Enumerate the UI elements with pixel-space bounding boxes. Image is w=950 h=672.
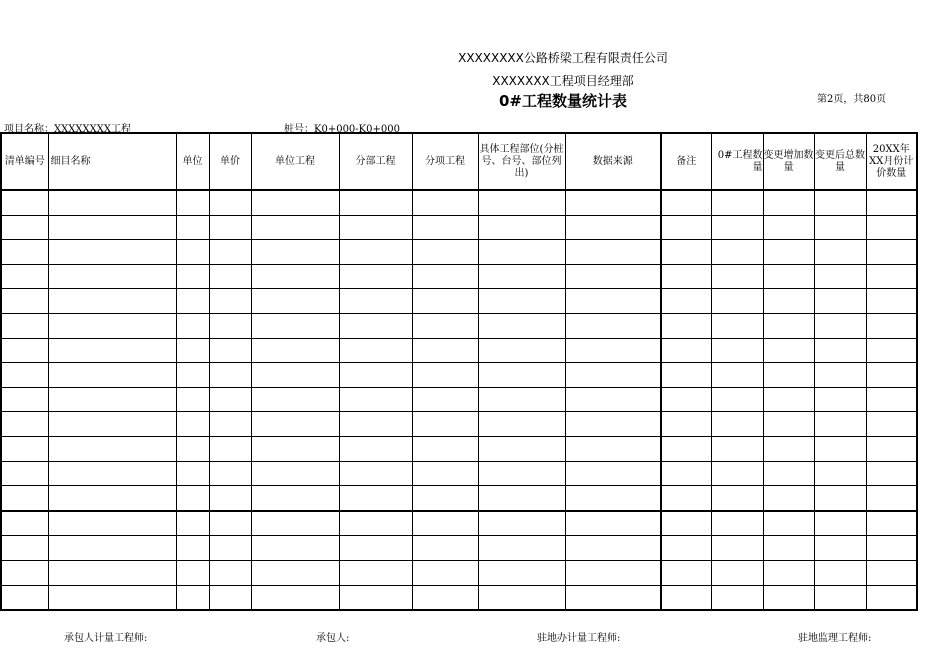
table-cell <box>251 412 339 437</box>
table-cell <box>814 536 866 561</box>
table-cell <box>209 215 251 240</box>
table-cell <box>48 585 176 610</box>
table-row <box>1 536 917 561</box>
table-cell <box>565 461 661 486</box>
table-cell <box>251 240 339 265</box>
table-cell <box>814 190 866 215</box>
table-cell <box>48 264 176 289</box>
table-cell <box>814 313 866 338</box>
table-cell <box>209 585 251 610</box>
table-cell <box>412 387 478 412</box>
table-cell <box>412 264 478 289</box>
table-cell <box>711 240 763 265</box>
table-cell <box>1 215 48 240</box>
table-row <box>1 486 917 511</box>
table-cell <box>763 461 814 486</box>
table-cell <box>711 264 763 289</box>
table-cell <box>565 436 661 461</box>
table-row <box>1 412 917 437</box>
contractor-label: 承包人: <box>316 633 350 644</box>
table-cell <box>339 436 412 461</box>
table-cell <box>478 585 565 610</box>
table-cell <box>565 363 661 388</box>
table-cell <box>478 338 565 363</box>
table-cell <box>251 387 339 412</box>
col-header-item-no: 清单编号 <box>1 133 48 190</box>
col-header-total-after-change: 变更后总数量 <box>814 133 866 190</box>
table-cell <box>661 313 711 338</box>
table-cell <box>1 363 48 388</box>
table-cell <box>339 536 412 561</box>
table-cell <box>48 560 176 585</box>
table-cell <box>48 289 176 314</box>
table-cell <box>412 338 478 363</box>
table-row <box>1 190 917 215</box>
table-row <box>1 264 917 289</box>
table-cell <box>866 486 917 511</box>
table-cell <box>48 511 176 536</box>
table-cell <box>339 190 412 215</box>
table-cell <box>1 338 48 363</box>
table-cell <box>209 560 251 585</box>
table-cell <box>866 436 917 461</box>
table-cell <box>176 536 209 561</box>
table-cell <box>565 536 661 561</box>
table-cell <box>176 511 209 536</box>
table-cell <box>251 289 339 314</box>
table-cell <box>48 338 176 363</box>
table-cell <box>763 585 814 610</box>
table-cell <box>1 511 48 536</box>
table-cell <box>339 585 412 610</box>
table-cell <box>814 585 866 610</box>
table-cell <box>711 313 763 338</box>
resident-supervisor-label: 驻地监理工程师: <box>798 633 872 644</box>
table-cell <box>478 436 565 461</box>
table-cell <box>209 387 251 412</box>
table-row <box>1 585 917 610</box>
table-cell <box>814 264 866 289</box>
table-cell <box>763 486 814 511</box>
table-cell <box>565 338 661 363</box>
table-cell <box>565 289 661 314</box>
table-row <box>1 560 917 585</box>
table-cell <box>661 536 711 561</box>
table-cell <box>763 289 814 314</box>
station-number: 桩号：K0+000-K0+000 <box>284 124 400 135</box>
table-cell <box>711 560 763 585</box>
table-cell <box>478 412 565 437</box>
col-header-unit-project: 单位工程 <box>251 133 339 190</box>
table-cell <box>251 215 339 240</box>
table-cell <box>478 387 565 412</box>
contractor-measurement-engineer-label: 承包人计量工程师: <box>64 633 148 644</box>
table-cell <box>478 289 565 314</box>
table-cell <box>711 190 763 215</box>
table-body <box>1 190 917 610</box>
table-cell <box>48 436 176 461</box>
table-cell <box>866 313 917 338</box>
table-cell <box>661 436 711 461</box>
table-cell <box>209 461 251 486</box>
table-cell <box>48 215 176 240</box>
table-cell <box>711 387 763 412</box>
table-cell <box>661 387 711 412</box>
table-cell <box>1 536 48 561</box>
department-name: XXXXXXX工程项目经理部 <box>492 74 634 88</box>
table-cell <box>412 511 478 536</box>
table-cell <box>251 511 339 536</box>
table-cell <box>763 215 814 240</box>
table-cell <box>339 387 412 412</box>
table-cell <box>711 436 763 461</box>
table-cell <box>209 264 251 289</box>
table-cell <box>565 240 661 265</box>
table-cell <box>478 486 565 511</box>
table-cell <box>763 240 814 265</box>
table-cell <box>251 536 339 561</box>
table-cell <box>1 240 48 265</box>
table-cell <box>661 486 711 511</box>
table-cell <box>412 363 478 388</box>
table-cell <box>1 190 48 215</box>
table-cell <box>565 511 661 536</box>
table-row <box>1 289 917 314</box>
quantity-table <box>0 132 918 611</box>
table-cell <box>412 461 478 486</box>
table-cell <box>48 190 176 215</box>
table-cell <box>711 289 763 314</box>
table-cell <box>565 215 661 240</box>
table-cell <box>209 536 251 561</box>
table-cell <box>339 240 412 265</box>
table-cell <box>814 436 866 461</box>
table-cell <box>251 585 339 610</box>
table-cell <box>251 363 339 388</box>
table-cell <box>251 486 339 511</box>
table-cell <box>866 264 917 289</box>
table-cell <box>711 338 763 363</box>
table-cell <box>1 412 48 437</box>
table-cell <box>866 585 917 610</box>
page-title: 0#工程数量统计表 <box>498 92 627 110</box>
table-cell <box>661 190 711 215</box>
table-cell <box>48 313 176 338</box>
table-cell <box>565 264 661 289</box>
table-cell <box>866 338 917 363</box>
table-cell <box>48 363 176 388</box>
table-cell <box>339 289 412 314</box>
table-cell <box>1 387 48 412</box>
table-row <box>1 215 917 240</box>
col-header-item-name: 细目名称 <box>48 133 176 190</box>
table-cell <box>412 313 478 338</box>
table-cell <box>814 486 866 511</box>
table-cell <box>176 289 209 314</box>
table-cell <box>1 560 48 585</box>
table-cell <box>251 436 339 461</box>
table-cell <box>478 264 565 289</box>
table-cell <box>661 461 711 486</box>
table-cell <box>814 511 866 536</box>
table-cell <box>565 486 661 511</box>
table-cell <box>48 240 176 265</box>
table-cell <box>176 387 209 412</box>
table-cell <box>48 486 176 511</box>
table-cell <box>339 338 412 363</box>
table-cell <box>176 412 209 437</box>
table-cell <box>176 313 209 338</box>
table-cell <box>478 190 565 215</box>
table-cell <box>251 338 339 363</box>
table-cell <box>339 486 412 511</box>
table-cell <box>478 461 565 486</box>
table-cell <box>1 264 48 289</box>
table-cell <box>48 536 176 561</box>
col-header-remarks: 备注 <box>661 133 711 190</box>
table-row <box>1 240 917 265</box>
table-cell <box>478 536 565 561</box>
table-cell <box>339 511 412 536</box>
table-cell <box>866 536 917 561</box>
table-cell <box>763 436 814 461</box>
table-cell <box>176 585 209 610</box>
table-cell <box>565 560 661 585</box>
table-cell <box>412 486 478 511</box>
col-header-division: 分部工程 <box>339 133 412 190</box>
table-cell <box>176 240 209 265</box>
table-cell <box>478 560 565 585</box>
table-cell <box>176 486 209 511</box>
table-cell <box>176 560 209 585</box>
table-cell <box>814 387 866 412</box>
col-header-subitem: 分项工程 <box>412 133 478 190</box>
table-cell <box>48 412 176 437</box>
table-cell <box>711 215 763 240</box>
table-cell <box>565 387 661 412</box>
table-cell <box>478 215 565 240</box>
table-cell <box>478 511 565 536</box>
table-row <box>1 387 917 412</box>
page-number: 第2页，共80页 <box>817 94 887 105</box>
table-cell <box>1 436 48 461</box>
resident-office-measurement-engineer-label: 驻地办计量工程师: <box>537 633 621 644</box>
table-cell <box>565 585 661 610</box>
table-row <box>1 436 917 461</box>
table-row <box>1 338 917 363</box>
table-cell <box>661 363 711 388</box>
table-cell <box>339 461 412 486</box>
table-cell <box>209 313 251 338</box>
table-cell <box>209 412 251 437</box>
table-cell <box>339 363 412 388</box>
table-cell <box>209 363 251 388</box>
table-cell <box>866 387 917 412</box>
table-cell <box>763 511 814 536</box>
table-cell <box>814 412 866 437</box>
table-cell <box>814 215 866 240</box>
table-cell <box>478 313 565 338</box>
table-cell <box>565 190 661 215</box>
table-cell <box>814 240 866 265</box>
table-cell <box>209 436 251 461</box>
table-cell <box>565 412 661 437</box>
table-cell <box>48 387 176 412</box>
table-cell <box>339 412 412 437</box>
table-cell <box>48 461 176 486</box>
table-cell <box>412 585 478 610</box>
table-cell <box>412 560 478 585</box>
table-cell <box>866 511 917 536</box>
table-cell <box>176 436 209 461</box>
table-cell <box>814 560 866 585</box>
table-cell <box>176 461 209 486</box>
table-cell <box>478 363 565 388</box>
table-cell <box>866 461 917 486</box>
company-name: XXXXXXXX公路桥梁工程有限责任公司 <box>458 51 668 65</box>
table-cell <box>711 486 763 511</box>
table-row <box>1 313 917 338</box>
table-row <box>1 461 917 486</box>
table-cell <box>763 412 814 437</box>
table-cell <box>412 289 478 314</box>
table-cell <box>661 412 711 437</box>
table-row <box>1 511 917 536</box>
table-cell <box>763 313 814 338</box>
table-cell <box>339 215 412 240</box>
table-cell <box>661 215 711 240</box>
table-cell <box>209 289 251 314</box>
table-cell <box>251 264 339 289</box>
table-cell <box>209 190 251 215</box>
table-cell <box>711 536 763 561</box>
table-cell <box>763 363 814 388</box>
table-cell <box>711 461 763 486</box>
table-cell <box>814 461 866 486</box>
table-cell <box>478 240 565 265</box>
table-cell <box>814 338 866 363</box>
table-cell <box>814 289 866 314</box>
col-header-quantity-0: 0#工程数量 <box>711 133 763 190</box>
table-cell <box>711 585 763 610</box>
table-cell <box>661 289 711 314</box>
table-cell <box>661 511 711 536</box>
table-cell <box>565 313 661 338</box>
table-cell <box>661 338 711 363</box>
table-cell <box>866 412 917 437</box>
table-cell <box>412 190 478 215</box>
table-cell <box>176 190 209 215</box>
table-cell <box>251 313 339 338</box>
table-cell <box>866 215 917 240</box>
table-cell <box>763 536 814 561</box>
table-cell <box>763 338 814 363</box>
table-cell <box>814 363 866 388</box>
table-cell <box>412 215 478 240</box>
table-cell <box>763 190 814 215</box>
table-cell <box>1 461 48 486</box>
col-header-data-source: 数据来源 <box>565 133 661 190</box>
table-cell <box>339 313 412 338</box>
table-cell <box>661 560 711 585</box>
table-cell <box>711 412 763 437</box>
project-name: 项目名称：XXXXXXXX工程 <box>4 124 131 135</box>
table-cell <box>763 264 814 289</box>
table-cell <box>412 240 478 265</box>
table-cell <box>763 560 814 585</box>
table-cell <box>209 240 251 265</box>
table-cell <box>866 289 917 314</box>
table-cell <box>866 363 917 388</box>
table-cell <box>339 560 412 585</box>
table-cell <box>209 486 251 511</box>
table-cell <box>412 412 478 437</box>
table-cell <box>661 240 711 265</box>
table-cell <box>209 338 251 363</box>
table-cell <box>1 289 48 314</box>
table-cell <box>1 585 48 610</box>
col-header-unit-price: 单价 <box>209 133 251 190</box>
table-cell <box>866 560 917 585</box>
table-cell <box>251 560 339 585</box>
table-cell <box>209 511 251 536</box>
table-cell <box>1 313 48 338</box>
table-cell <box>412 536 478 561</box>
table-cell <box>661 264 711 289</box>
table-cell <box>661 585 711 610</box>
table-cell <box>176 264 209 289</box>
table-row <box>1 363 917 388</box>
table-cell <box>763 387 814 412</box>
table-cell <box>176 363 209 388</box>
table-cell <box>412 436 478 461</box>
table-cell <box>251 190 339 215</box>
table-cell <box>251 461 339 486</box>
table-cell <box>339 264 412 289</box>
table-cell <box>866 190 917 215</box>
table-cell <box>711 511 763 536</box>
table-cell <box>176 338 209 363</box>
table-cell <box>866 240 917 265</box>
col-header-change-increase: 变更增加数量 <box>763 133 814 190</box>
table-header-row <box>1 133 917 190</box>
table-cell <box>1 486 48 511</box>
col-header-unit: 单位 <box>176 133 209 190</box>
col-header-monthly-quantity: 20XX年XX月份计价数量 <box>866 133 917 190</box>
table-cell <box>711 363 763 388</box>
col-header-location: 具体工程部位(分桩号、台号、部位列出) <box>478 133 565 190</box>
table-cell <box>176 215 209 240</box>
